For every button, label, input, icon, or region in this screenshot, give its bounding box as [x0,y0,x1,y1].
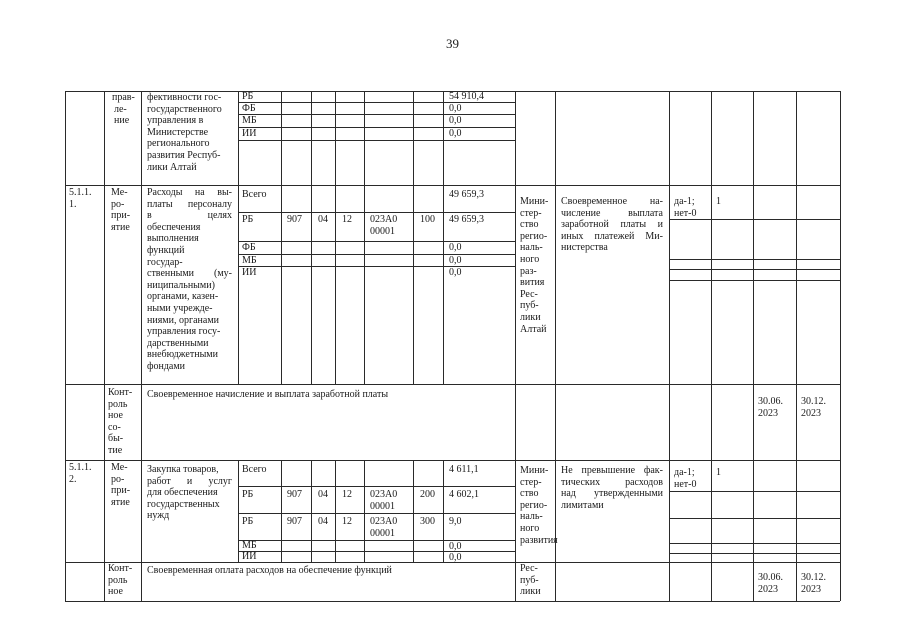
event1-type: ное [108,410,123,422]
block2-rb-source: РБ [242,516,254,527]
event1-type: роль [108,398,128,410]
block2-rb-pr: 12 [342,516,352,527]
block2-executor: пуб- [520,574,539,586]
block1-rb-rz: 04 [318,214,328,225]
block1-type: при- [111,210,131,222]
block0-col2-line: ние [114,115,130,127]
block2-executor: лики [520,586,541,598]
block1-amount: 0,0 [449,242,462,253]
block1-name: обеспечения [147,221,201,233]
block2-total-label: Всего [242,464,267,475]
block1-source: МБ [242,255,257,266]
block1-rb-grbs: 907 [287,214,302,225]
block2-executor: Мини- [520,465,549,476]
block2-executor: ного [520,523,540,534]
block0-col3-line: управления в [147,115,204,127]
block1-executor: раз- [520,265,537,277]
event2-type: роль [108,574,128,586]
block1-executor: пуб- [520,300,539,312]
block2-rb-csr: 00001 [370,501,395,512]
block2-rb-csr: 00001 [370,528,395,539]
block1-number: 1. [69,198,77,210]
block1-rb-source: РБ [242,214,254,225]
block2-executor: наль- [520,511,543,523]
block1-result: нистерства [561,242,608,254]
block2-rb-vr: 200 [420,489,435,500]
block1-name: внебюджетными [147,349,218,361]
block1-amount: 0,0 [449,267,462,278]
block2-type: при- [111,485,131,497]
block1-total-label: Всего [242,189,267,200]
block1-name: функций [147,245,185,256]
block1-result: числение выплата [561,207,663,219]
block0-source: ФБ [242,103,256,114]
block0-col3-line: Министерстве [147,126,209,138]
block0-col3-line: развития Респуб- [147,150,221,161]
block1-executor: ство [520,219,539,231]
event1-type: Конт- [108,387,133,398]
block2-executor: Рес- [520,563,538,574]
block2-total-amount: 4 611,1 [449,464,479,475]
block0-col3-line: лики Алтай [147,161,197,173]
block2-result: тических расходов [561,476,663,488]
block1-type: Ме- [111,187,128,198]
block1-type: ятие [111,221,130,233]
event2-name: Своевременная оплата расходов на обеспечение функций [147,565,392,576]
block2-executor: развития [520,534,558,546]
block2-rb-grbs: 907 [287,489,302,500]
block0-col3-line: регионального [147,138,210,150]
block0-col2-line: прав- [112,92,135,103]
event1-date-start: 2023 [758,407,778,419]
block1-result: иных платежей Ми- [561,230,663,242]
block0-source: РБ [242,91,254,102]
block1-name: в целях [147,210,232,222]
block2-result: Не превышение фак- [561,465,663,476]
block1-result: Своевременное на- [561,196,663,207]
block1-type: ро- [111,198,125,210]
block1-name: выполнения [147,233,199,245]
event2-date-start: 2023 [758,583,778,595]
block2-name: государственных [147,498,220,510]
event2-date-end: 2023 [801,583,821,595]
block2-indicator: нет-0 [674,478,697,490]
block1-total-amount: 49 659,3 [449,189,484,200]
block1-executor: вития [520,277,545,289]
event1-type: тие [108,445,123,456]
block2-indicator: да-1; [674,467,695,478]
block1-name: управления госу- [147,326,221,338]
event2-type: ное [108,586,123,598]
block2-rb-rz: 04 [318,489,328,500]
block0-amount: 0,0 [449,128,462,139]
block1-executor: Рес- [520,288,538,300]
block2-result: над утвержденными [561,488,663,500]
event2-type: Конт- [108,563,133,574]
block1-executor: Алтай [520,323,547,335]
block1-name: фондами [147,361,186,372]
event1-date-end: 2023 [801,407,821,419]
block1-value: 1 [716,196,721,207]
block1-executor: ного [520,254,540,265]
block1-name: ственными (му- [147,268,232,280]
block1-amount: 0,0 [449,255,462,266]
block2-rb-csr: 023А0 [370,516,398,527]
block1-rb-csr: 00001 [370,226,395,237]
block0-amount: 0,0 [449,103,462,114]
block2-rb-source: РБ [242,489,254,500]
block1-name: платы персоналу [147,198,232,210]
block2-rb-amount: 9,0 [449,516,462,527]
block2-name: для обеспечения [147,487,218,499]
block2-rb-csr: 023А0 [370,489,398,500]
block1-executor: наль- [520,242,543,254]
block0-source: ИИ [242,128,257,139]
block2-name: нужд [147,510,170,522]
block1-number: 5.1.1. [69,187,92,198]
block2-rb-pr: 12 [342,489,352,500]
block1-name: ниципальными) [147,279,215,291]
block1-result: заработной платы и [561,219,663,231]
block2-executor: стер- [520,476,542,488]
block2-type: ятие [111,496,130,508]
block2-name: Закупка товаров, [147,464,219,475]
block2-amount: 0,0 [449,541,462,552]
block1-name: государ- [147,256,183,268]
block2-type: ро- [111,473,125,485]
event1-type: бы- [108,433,124,445]
block2-amount: 0,0 [449,552,462,563]
block2-rb-amount: 4 602,1 [449,489,479,500]
block2-rb-vr: 300 [420,516,435,527]
block2-source: МБ [242,540,257,551]
block1-name: ными учрежде- [147,303,213,314]
block1-name: ниями, органами [147,314,219,326]
event1-date-end: 30.12. [801,396,826,407]
block0-amount: 54 910,4 [449,91,484,102]
block2-source: ИИ [242,551,257,562]
block2-executor: регио- [520,499,548,511]
block2-rb-grbs: 907 [287,516,302,527]
event1-date-start: 30.06. [758,396,783,407]
block1-name: дарственными [147,337,209,349]
page-number: 39 [446,36,459,51]
block1-executor: Мини- [520,196,549,207]
event1-type: со- [108,421,121,433]
block1-indicator: да-1; [674,196,695,207]
block1-source: ФБ [242,242,256,253]
block1-executor: лики [520,312,541,323]
block2-value: 1 [716,467,721,478]
block0-col3-line: фективности гос- [147,92,222,103]
block1-executor: регио- [520,230,548,242]
event2-date-start: 30.06. [758,572,783,583]
block1-indicator: нет-0 [674,207,697,219]
block2-number: 5.1.1. [69,462,92,473]
block2-type: Ме- [111,462,128,473]
block1-name: органами, казен- [147,291,219,303]
event2-date-end: 30.12. [801,572,826,583]
block1-rb-vr: 100 [420,214,435,225]
block1-source: ИИ [242,267,257,278]
block1-name: Расходы на вы- [147,187,232,198]
block2-number: 2. [69,473,77,485]
block1-executor: стер- [520,207,542,219]
block0-amount: 0,0 [449,115,462,126]
block1-rb-pr: 12 [342,214,352,225]
block2-executor: ство [520,488,539,500]
block2-name: работ и услуг [147,475,232,487]
block2-result: лимитами [561,499,604,511]
block2-rb-rz: 04 [318,516,328,527]
block0-col3-line: государственного [147,103,222,115]
block0-source: МБ [242,115,257,126]
event1-name: Своевременное начисление и выплата заработной платы [147,389,389,400]
block1-rb-csr: 023А0 [370,214,398,225]
block1-rb-amount: 49 659,3 [449,214,484,225]
block0-col2-line: ле- [114,103,127,115]
